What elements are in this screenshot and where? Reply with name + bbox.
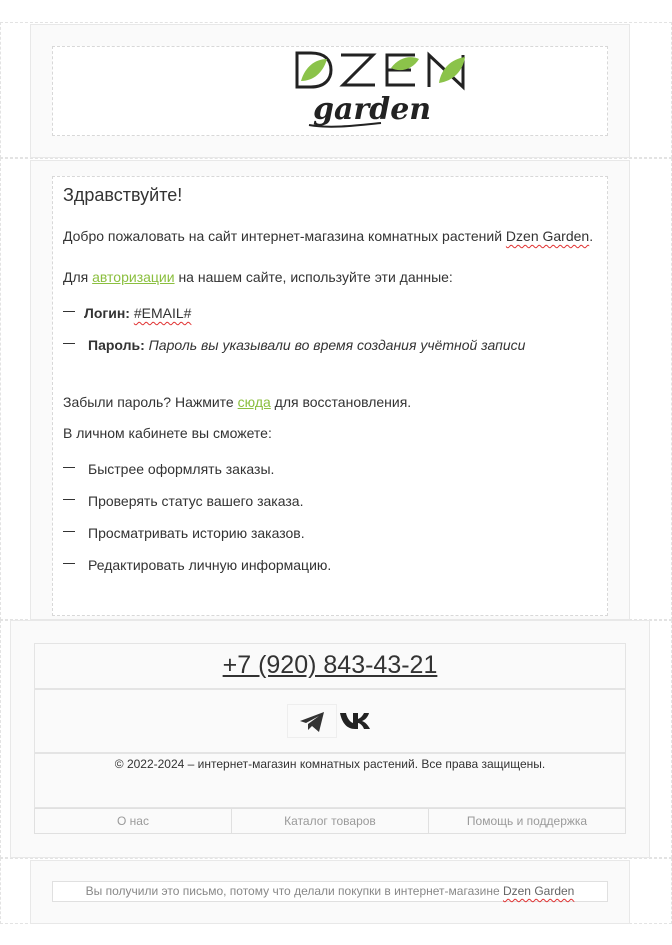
auth-link[interactable]: авторизации [92, 269, 175, 285]
vk-icon [333, 704, 383, 736]
footer-links [34, 808, 626, 834]
svg-text:garden: garden [313, 92, 432, 127]
dash-icon [63, 499, 75, 500]
notice-brand: Dzen Garden [502, 884, 575, 898]
greeting: Здравствуйте! [63, 185, 183, 205]
dzen-garden-logo[interactable] [291, 49, 471, 133]
footer-link-about[interactable]: О нас [35, 809, 232, 833]
password-label: Пароль: [88, 337, 145, 353]
auth-text: Для авторизации на нашем сайте, используйте эти данные: [63, 269, 453, 285]
dash-icon [63, 563, 75, 564]
password-item [63, 337, 525, 353]
welcome-text: Добро пожаловать на сайт интернет-магазина комнатных растений Dzen Garden. [63, 228, 594, 244]
restore-link[interactable]: сюда [237, 394, 271, 410]
phone-link[interactable]: +7 (920) 843-43-21 [222, 651, 438, 679]
copyright-row [34, 753, 626, 808]
logo-container [52, 46, 608, 136]
dash-icon [63, 467, 75, 468]
dash-icon [63, 531, 75, 532]
login-value: #EMAIL# [133, 305, 192, 321]
feature-item: Проверять статус вашего заказа. [63, 493, 303, 509]
vk-button[interactable] [333, 704, 383, 738]
forgot-text: Забыли пароль? Нажмите сюда для восстановления. [63, 394, 412, 410]
notice-text: Вы получили это письмо, потому что делали покупки в интернет-магазине Dzen Garden [52, 881, 608, 902]
feature-item: Редактировать личную информацию. [63, 557, 331, 573]
telegram-icon [288, 705, 336, 737]
brand-name: Dzen Garden [505, 228, 590, 244]
login-label: Логин: [84, 305, 130, 321]
phone-row [34, 643, 626, 689]
login-item [63, 305, 191, 321]
email-body [52, 176, 608, 616]
dash-icon [63, 343, 75, 344]
dash-icon [63, 311, 75, 312]
social-row [34, 689, 626, 753]
password-value: Пароль вы указывали во время создания учётной записи [148, 337, 526, 353]
copyright-text: © 2022-2024 – интернет-магазин комнатных растений. Все права защищены. [114, 757, 546, 771]
cabinet-intro: В личном кабинете вы сможете: [63, 425, 272, 441]
footer-link-catalog[interactable]: Каталог товаров [232, 809, 429, 833]
feature-item: Просматривать историю заказов. [63, 525, 305, 541]
telegram-button[interactable] [287, 704, 337, 738]
feature-item: Быстрее оформлять заказы. [63, 461, 274, 477]
footer-link-help[interactable]: Помощь и поддержка [466, 814, 588, 828]
